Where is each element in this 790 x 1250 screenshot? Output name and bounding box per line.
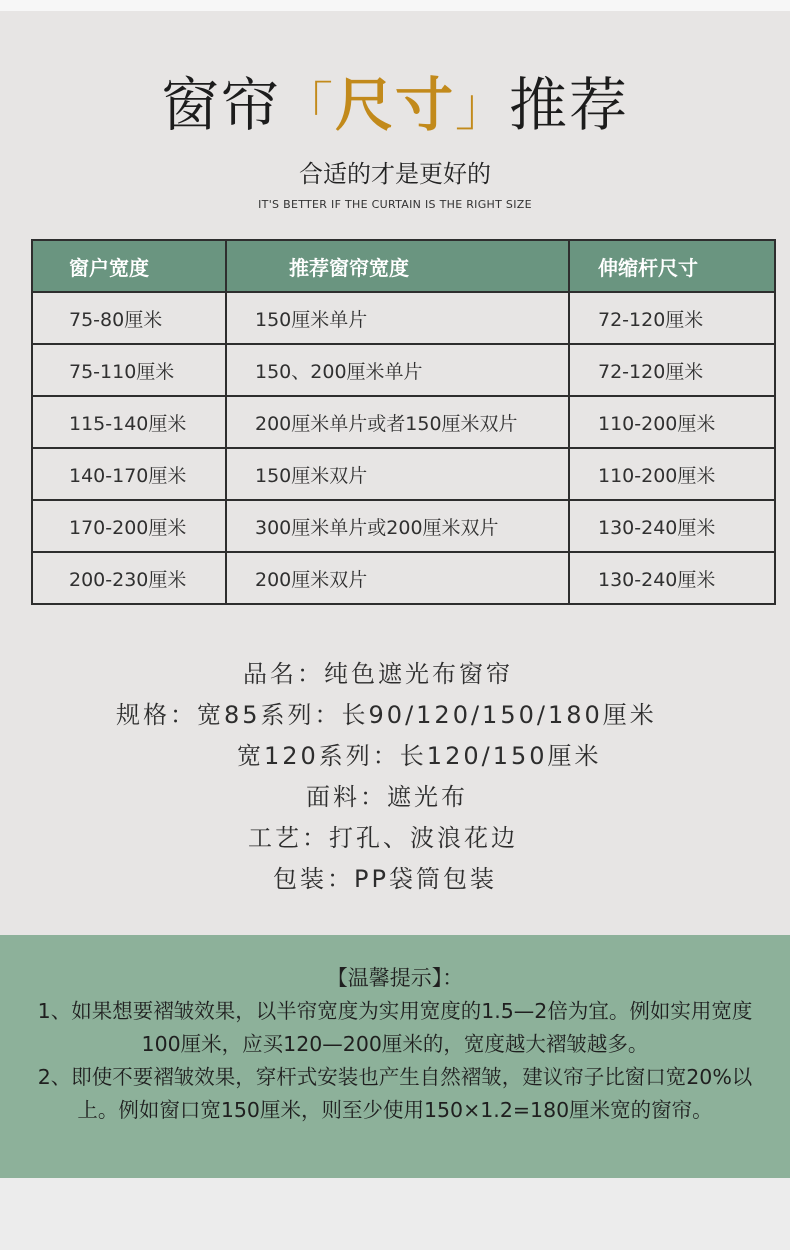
tips-panel: [0, 935, 790, 1178]
cell-window-width: 75-80厘米: [32, 292, 226, 344]
title-highlight: 尺寸: [334, 71, 455, 139]
col-rod-size: 伸缩杆尺寸: [569, 240, 775, 292]
spec-product-name: 品名：纯色遮光布窗帘: [243, 660, 513, 688]
tip-item-2: 2、即使不要褶皱效果，穿杆式安装也产生自然褶皱，建议帘子比窗口宽20%以上。例如窗口宽150厘米，则至少使用150×1.2=180厘米宽的窗帘。: [37, 1065, 753, 1122]
size-table: [31, 239, 776, 605]
cell-recommended-width: 150厘米双片: [226, 448, 569, 500]
tips-body: [30, 995, 760, 1127]
title-bracket-open: 「: [280, 78, 335, 138]
subtitle-english: IT'S BETTER IF THE CURTAIN IS THE RIGHT SIZE: [258, 198, 532, 211]
cell-recommended-width: 300厘米单片或200厘米双片: [226, 500, 569, 552]
table-row: [32, 396, 775, 448]
spec-size-120: 宽120系列：长120/150厘米: [237, 742, 602, 770]
cell-rod-size: 130-240厘米: [569, 552, 775, 604]
cell-rod-size: 72-120厘米: [569, 292, 775, 344]
bottom-strip: [0, 1178, 790, 1250]
title-bracket-close: 」: [455, 78, 510, 138]
tips-heading: 【温馨提示】：: [326, 966, 464, 990]
col-recommended-width: 推荐窗帘宽度: [226, 240, 569, 292]
table-row: [32, 292, 775, 344]
title-pre: 窗帘: [160, 71, 281, 139]
title-post: 推荐: [509, 71, 630, 139]
top-strip: [0, 0, 790, 11]
tip-item-1: 1、如果想要褶皱效果，以半帘宽度为实用宽度的1.5—2倍为宜。例如实用宽度100厘米，应买120—200厘米的，宽度越大褶皱越多。: [37, 999, 753, 1056]
cell-window-width: 115-140厘米: [32, 396, 226, 448]
spec-size-85: 规格：宽85系列：长90/120/150/180厘米: [116, 701, 657, 729]
cell-recommended-width: 200厘米双片: [226, 552, 569, 604]
cell-window-width: 140-170厘米: [32, 448, 226, 500]
spec-package: 包装：PP袋筒包装: [273, 865, 497, 893]
table-row: [32, 344, 775, 396]
cell-rod-size: 130-240厘米: [569, 500, 775, 552]
table-row: [32, 500, 775, 552]
spec-craft: 工艺：打孔、波浪花边: [248, 824, 518, 852]
col-window-width: 窗户宽度: [32, 240, 226, 292]
cell-recommended-width: 150厘米单片: [226, 292, 569, 344]
subtitle: 合适的才是更好的: [299, 160, 491, 188]
cell-recommended-width: 200厘米单片或者150厘米双片: [226, 396, 569, 448]
table-row: [32, 448, 775, 500]
cell-recommended-width: 150、200厘米单片: [226, 344, 569, 396]
cell-rod-size: 110-200厘米: [569, 448, 775, 500]
cell-window-width: 170-200厘米: [32, 500, 226, 552]
cell-window-width: 200-230厘米: [32, 552, 226, 604]
cell-rod-size: 110-200厘米: [569, 396, 775, 448]
table-header-row: [32, 240, 775, 292]
cell-rod-size: 72-120厘米: [569, 344, 775, 396]
table-row: [32, 552, 775, 604]
spec-fabric: 面料：遮光布: [306, 783, 468, 811]
cell-window-width: 75-110厘米: [32, 344, 226, 396]
page-title: [0, 70, 790, 143]
